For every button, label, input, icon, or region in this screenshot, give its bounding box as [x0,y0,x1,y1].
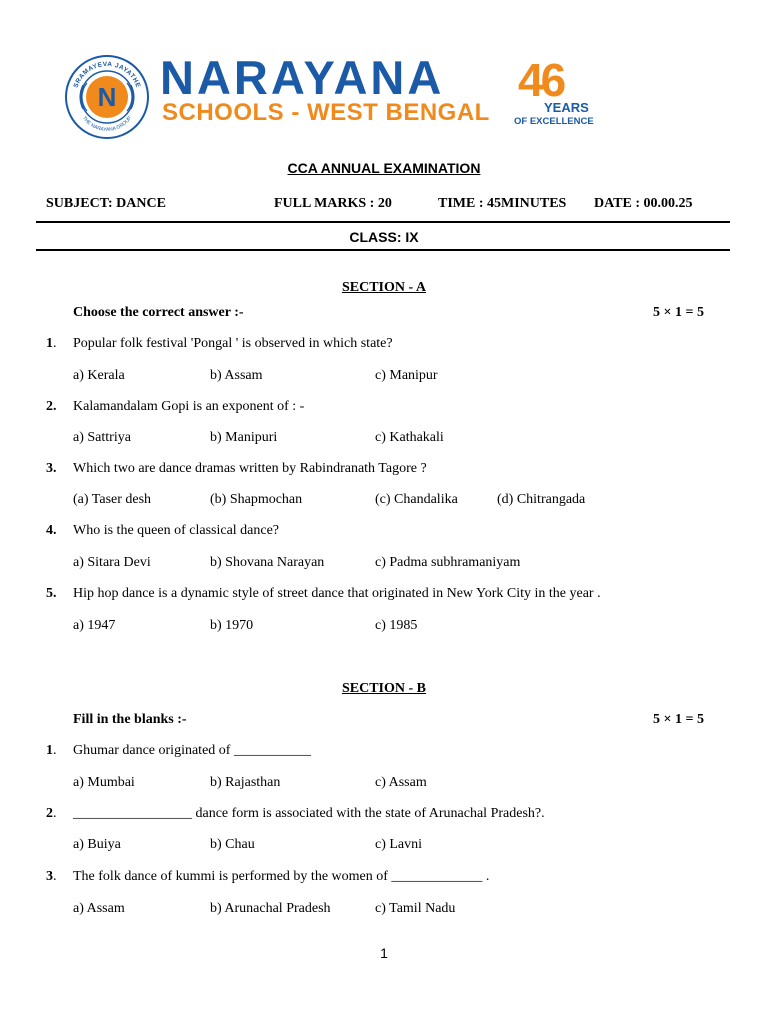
question-text: Which two are dance dramas written by Rabindranath Tagore ? [73,461,427,476]
svg-text:YEARS: YEARS [544,100,589,115]
svg-text:SRAMAYEVA JAYATHE: SRAMAYEVA JAYATHE [72,60,142,89]
option: c) Kathakali [375,430,444,445]
time-label: TIME : 45MINUTES [438,196,567,211]
option: b) Chau [210,837,255,852]
option: c) Tamil Nadu [375,901,456,916]
option: a) Sitara Devi [73,555,151,570]
option: c) Assam [375,775,427,790]
option: a) Buiya [73,837,121,852]
question-text: Ghumar dance originated of ___________ [73,743,311,758]
anniversary-badge-icon [514,52,604,132]
option: a) 1947 [73,618,116,633]
section-b-instruction: Fill in the blanks :- [73,712,187,727]
question-number: 2. [46,399,57,414]
question-text: Popular folk festival 'Pongal ' is observed in which state? [73,336,393,351]
option: b) Assam [210,368,263,383]
question-text: _________________ dance form is associated with the state of Arunachal Pradesh?. [73,806,545,821]
option: b) Arunachal Pradesh [210,901,331,916]
option: (c) Chandalika [375,492,458,507]
question-number: 5. [46,586,57,601]
option: c) Padma subhramaniyam [375,555,521,570]
svg-text:THE NARAYANA GROUP: THE NARAYANA GROUP [80,115,134,134]
school-header [64,52,624,132]
question-number: 2. [46,806,57,821]
option: a) Sattriya [73,430,131,445]
svg-text:N: N [97,82,117,112]
svg-text:OF EXCELLENCE: OF EXCELLENCE [514,116,594,127]
option: c) Manipur [375,368,438,383]
question-number: 4. [46,523,57,538]
section-b-marks: 5 × 1 = 5 [653,712,704,727]
question-text: The folk dance of kummi is performed by the women of _____________ . [73,869,490,884]
option: a) Mumbai [73,775,135,790]
option: (d) Chitrangada [497,492,586,507]
option: (b) Shapmochan [210,492,303,507]
class-label: CLASS: IX [349,229,419,245]
full-marks-label: FULL MARKS : 20 [274,196,392,211]
option: b) Manipuri [210,430,278,445]
divider-bottom [36,249,730,251]
section-a-instruction: Choose the correct answer :- [73,305,244,320]
exam-title: CCA ANNUAL EXAMINATION [287,160,481,176]
narayana-seal-icon [64,54,150,140]
option: b) Shovana Narayan [210,555,325,570]
option: c) 1985 [375,618,418,633]
brand-name: NARAYANA [160,51,445,104]
page-number: 1 [380,945,388,961]
option: a) Kerala [73,368,125,383]
anniversary-badge [514,52,604,132]
section-b-heading: SECTION - B [341,681,427,696]
section-a-heading: SECTION - A [341,280,427,295]
question-number: 3. [46,869,57,884]
narayana-seal-logo [64,54,150,140]
option: a) Assam [73,901,125,916]
question-text: Hip hop dance is a dynamic style of street dance that originated in New York City in the year . [73,586,601,601]
brand-subtitle: SCHOOLS - WEST BENGAL [162,99,490,126]
option: (a) Taser desh [73,492,152,507]
question-number: 1. [46,336,57,351]
question-text: Who is the queen of classical dance? [73,523,280,538]
option: c) Lavni [375,837,423,852]
option: b) 1970 [210,618,254,633]
question-number: 3. [46,461,57,476]
date-label: DATE : 00.00.25 [594,196,693,211]
svg-text:46: 46 [518,54,564,106]
subject-label: SUBJECT: DANCE [46,196,166,211]
section-a-marks: 5 × 1 = 5 [653,305,704,320]
question-text: Kalamandalam Gopi is an exponent of : - [73,399,305,414]
question-number: 1. [46,743,57,758]
option: b) Rajasthan [210,775,281,790]
divider-top [36,221,730,223]
